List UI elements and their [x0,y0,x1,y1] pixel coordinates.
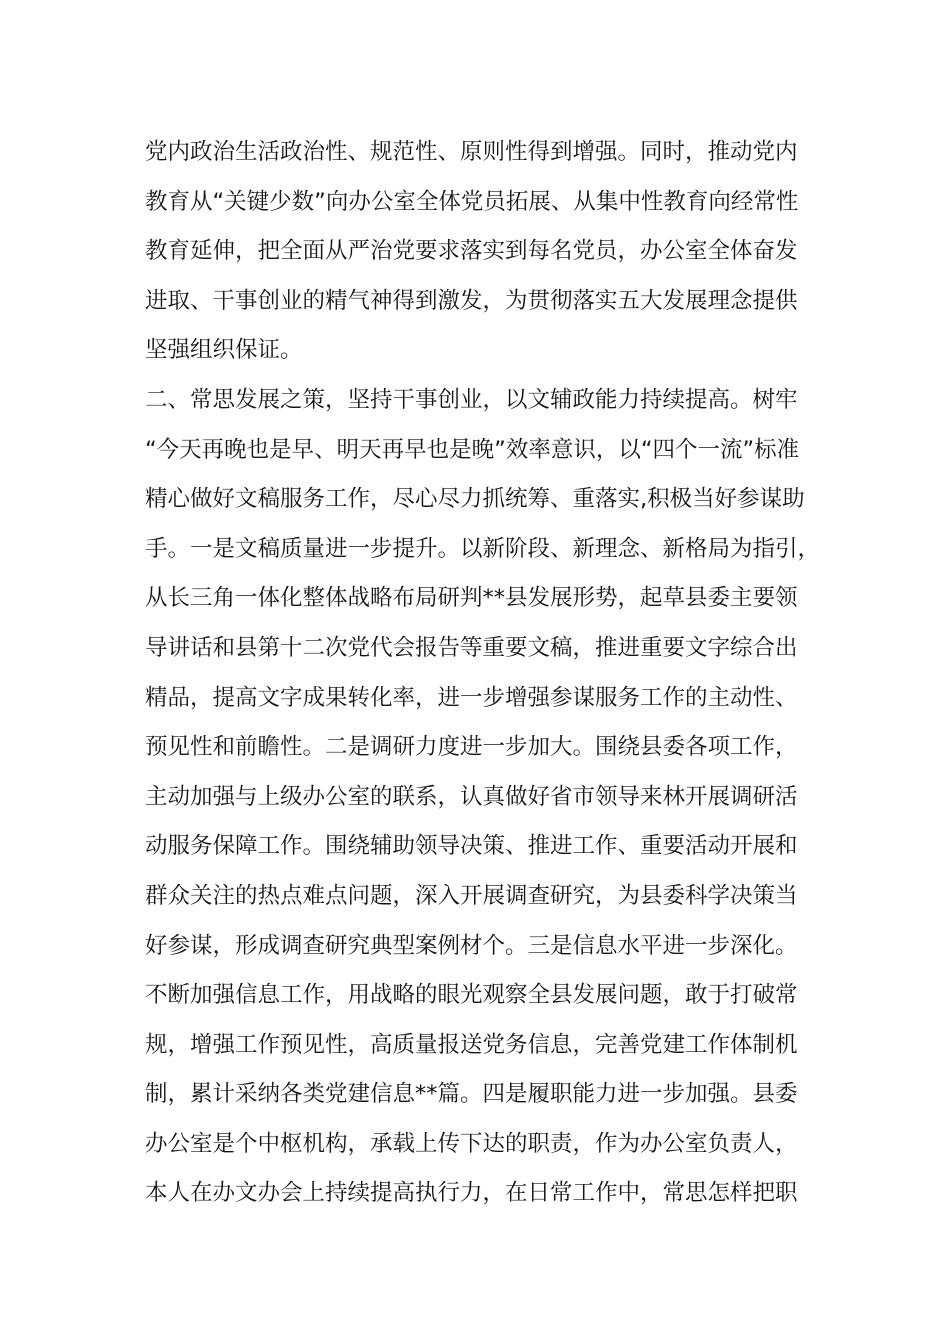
text-line: 本人在办文办会上持续提高执行力，在日常工作中，常思怎样把职 [145,1180,798,1207]
text-line: “今天再晚也是早、明天再早也是晚”效率意识，以“四个一流”标准 [145,436,800,463]
section-heading-line: 二、常思发展之策，坚持干事创业，以文辅政能力持续提高。树牢 [145,386,798,413]
text-line: 坚强组织保证。 [145,337,303,364]
text-line: 制，累计采纳各类党建信息**篇。四是履职能力进一步加强。县委 [145,1081,798,1108]
text-line: 不断加强信息工作，用战略的眼光观察全县发展问题，敢于打破常 [145,982,798,1009]
text-line: 导讲话和县第十二次党代会报告等重要文稿，推进重要文字综合出 [145,634,798,661]
text-line: 好参谋，形成调查研究典型案例材个。三是信息水平进一步深化。 [145,932,798,959]
text-line: 精心做好文稿服务工作，尽心尽力抓统筹、重落实,积极当好参谋助 [145,486,805,513]
text-line: 预见性和前瞻性。二是调研力度进一步加大。围绕县委各项工作， [145,734,798,761]
text-line: 精品，提高文字成果转化率，进一步增强参谋服务工作的主动性、 [145,684,798,711]
text-line: 教育延伸，把全面从严治党要求落实到每名党员，办公室全体奋发 [145,238,798,265]
text-line: 进取、干事创业的精气神得到激发，为贯彻落实五大发展理念提供 [145,287,798,314]
text-line: 动服务保障工作。围绕辅助领导决策、推进工作、重要活动开展和 [145,833,798,860]
text-line: 群众关注的热点难点问题，深入开展调查研究，为县委科学决策当 [145,882,798,909]
text-line: 主动加强与上级办公室的联系，认真做好省市领导来林开展调研活 [145,783,798,810]
text-line: 从长三角一体化整体战略布局研判**县发展形势，起草县委主要领 [145,585,798,612]
text-line: 规，增强工作预见性，高质量报送党务信息，完善党建工作体制机 [145,1031,798,1058]
text-line: 办公室是个中枢机构，承载上传下达的职责，作为办公室负责人， [145,1130,798,1157]
text-line: 手。一是文稿质量进一步提升。以新阶段、新理念、新格局为指引， [145,535,821,562]
text-line: 党内政治生活政治性、规范性、原则性得到增强。同时，推动党内 [145,139,798,165]
body-text [145,128,825,1219]
text-line: 教育从“关键少数”向办公室全体党员拓展、从集中性教育向经常性 [145,188,799,215]
